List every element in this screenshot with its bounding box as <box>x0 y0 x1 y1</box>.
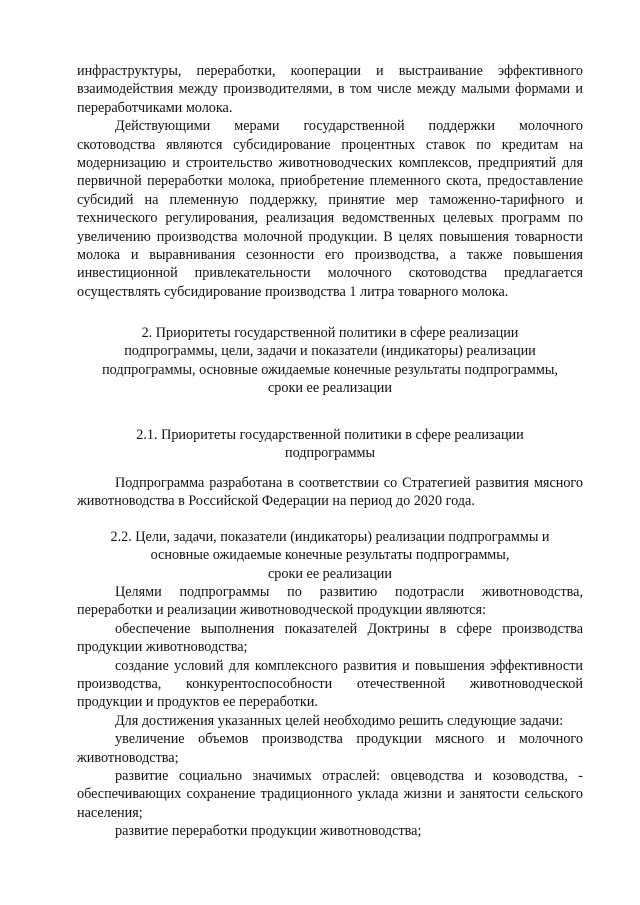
paragraph: создание условий для комплексного развития и повышения эффективности производства, конкурентоспособности отечественной животноводческой продукции и продуктов ее переработки. <box>77 657 583 711</box>
heading-line: сроки ее реализации <box>268 380 392 397</box>
paragraph: Целями подпрограммы по развитию подотрасли животноводства, переработки и реализации животноводческой продукции являются: <box>77 584 583 619</box>
section-2-heading <box>77 324 583 398</box>
heading-line: 2.1. Приоритеты государственной политики в сфере реализации <box>136 427 524 443</box>
paragraph: Действующими мерами государственной поддержки молочного скотоводства являются субсидирование процентных ставок по кредитам на модернизацию и строительство животноводческих комплексов, предприятий для первичной переработки молока, приобретение племенного скота, предоставление субсидий на племенную поддержку, принятие мер таможенно-тарифного и технического регулирования, реализация ведомственных целевых программ по увеличению производства молочной продукции. В целях повышения товарности молока и выравнивания сезонности его производства, а также повышения инвестиционной привлекательности молочного скотоводства предлагается осуществлять субсидирование производства 1 литра товарного молока. <box>77 118 583 300</box>
heading-line: подпрограммы, цели, задачи и показатели (индикаторы) реализации <box>124 343 536 360</box>
section-2-1-text <box>77 474 583 511</box>
heading-line: основные ожидаемые конечные результаты подпрограммы, <box>150 547 510 564</box>
paragraph: Подпрограмма разработана в соответствии со Стратегией развития мясного животноводства в Российской Федерации на период до 2020 года. <box>77 475 583 510</box>
section-2-2-text <box>77 583 583 841</box>
intro-text-block <box>77 62 583 301</box>
heading-line: подпрограммы, основные ожидаемые конечные результаты подпрограммы, <box>102 361 558 378</box>
heading-line: 2. Приоритеты государственной политики в сфере реализации <box>141 325 519 341</box>
section-2-2-heading <box>77 528 583 583</box>
paragraph: обеспечение выполнения показателей Доктрины в сфере производства продукции животноводства; <box>77 620 583 656</box>
paragraph: инфраструктуры, переработки, кооперации и выстраивание эффективного взаимодействия между производителями, в том числе между малыми формами и переработчиками молока. <box>77 63 583 116</box>
section-2-1-heading <box>77 426 583 463</box>
paragraph: развитие переработки продукции животноводства; <box>115 823 422 840</box>
paragraph: Для достижения указанных целей необходимо решить следующие задачи: <box>115 712 564 729</box>
paragraph: увеличение объемов производства продукции мясного и молочного животноводства; <box>77 731 583 766</box>
heading-line: подпрограммы <box>285 445 375 462</box>
heading-line: 2.2. Цели, задачи, показатели (индикаторы) реализации подпрограммы и <box>110 529 550 545</box>
paragraph: развитие социально значимых отраслей: овцеводства и козоводства, - обеспечивающих сохранение традиционного уклада жизни и занятости сельского населения; <box>77 768 583 821</box>
heading-line: сроки ее реализации <box>268 565 392 582</box>
